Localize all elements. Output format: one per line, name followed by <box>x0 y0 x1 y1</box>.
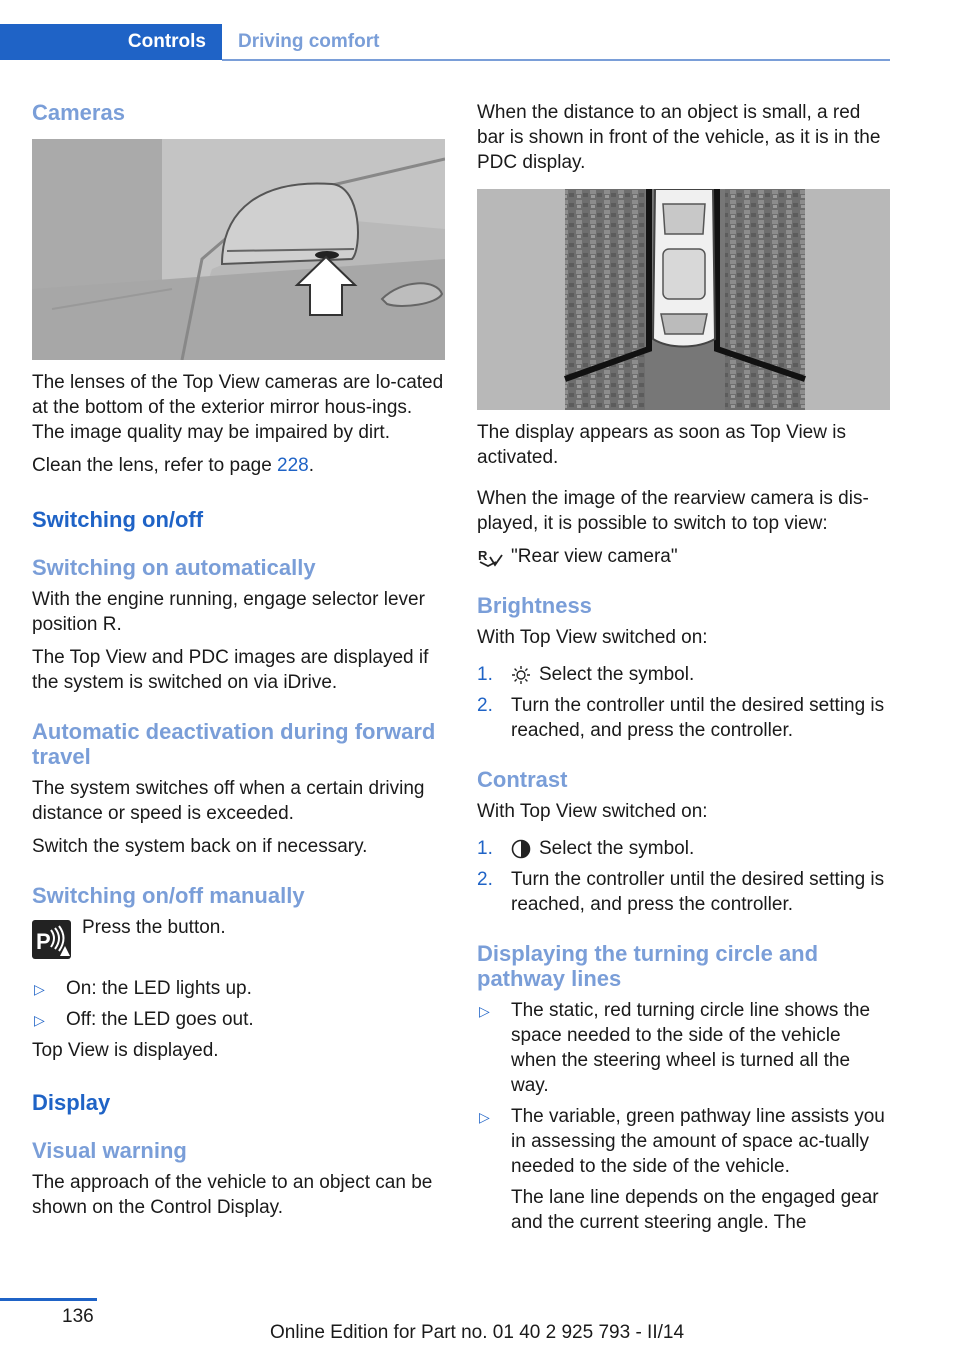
heading-visual-warning: Visual warning <box>32 1138 187 1163</box>
svg-text:R: R <box>478 547 488 563</box>
para-auto-2: The Top View and PDC images are displayed if the system is switched on via iDrive. <box>32 647 429 693</box>
pdc-button-icon <box>32 920 71 959</box>
top-view-display-illustration <box>477 189 890 410</box>
bullet-triangle-icon: ▷ <box>34 981 45 997</box>
heading-switch-auto: Switching on automatically <box>32 555 316 580</box>
heading-contrast: Contrast <box>477 767 568 792</box>
list-item-text: Select the symbol. <box>539 664 695 685</box>
right-column <box>477 100 891 1243</box>
para-deact-2: Switch the system back on if necessary. <box>32 836 368 857</box>
list-item-text: Turn the controller until the desired setting is reached, and press the controller. <box>511 695 885 741</box>
step-number: 2. <box>477 695 493 716</box>
list-item <box>32 1007 446 1032</box>
list-item <box>32 976 446 1001</box>
heading-switch-manual: Switching on/off manually <box>32 883 305 908</box>
list-item-text: Off: the LED goes out. <box>66 1009 254 1030</box>
mirror-camera-illustration <box>32 139 445 360</box>
para-deact-1: The system switches off when a certain driving distance or speed is exceeded. <box>32 778 425 824</box>
press-button-text: Press the button. <box>82 917 226 938</box>
edition-note: Online Edition for Part no. 01 40 2 925 793 - II/14 <box>269 1322 685 1343</box>
contrast-icon <box>511 839 531 859</box>
bullet-triangle-icon: ▷ <box>479 1003 490 1019</box>
para-clean <box>32 453 446 478</box>
page-number: 136 <box>62 1306 94 1327</box>
section-tab-driving-comfort: Driving comfort <box>238 31 380 52</box>
footer-rule <box>0 1298 97 1301</box>
header-rule <box>222 59 890 61</box>
contrast-steps <box>477 836 891 917</box>
bullet-triangle-icon: ▷ <box>479 1109 490 1125</box>
para-auto-1: With the engine running, engage selector lever position R. <box>32 589 425 635</box>
clean-text: Clean the lens, refer to page <box>32 455 278 476</box>
section-tab-controls: Controls <box>0 24 222 60</box>
brightness-steps <box>477 662 891 743</box>
led-list <box>32 976 446 1032</box>
list-item-text: Select the symbol. <box>539 838 695 859</box>
list-item-text: On: the LED lights up. <box>66 978 252 999</box>
press-button-row <box>32 917 446 966</box>
page-link-228[interactable]: 228 <box>277 455 309 476</box>
heading-turning-circle: Displaying the turning circle and pathway lines <box>477 941 819 991</box>
step-number: 2. <box>477 869 493 890</box>
list-item-text: The variable, green pathway line assists you in assessing the amount of space ac-tually needed to the side of the vehicle. <box>511 1106 885 1177</box>
svg-text:P: P <box>36 929 51 954</box>
para-redbar: When the distance to an object is small, a red bar is shown in front of the vehicle, as it is in the PDC display. <box>477 102 881 173</box>
page-header <box>0 24 890 62</box>
para-visual: The approach of the vehicle to an object can be shown on the Control Display. <box>32 1172 433 1218</box>
list-item <box>477 662 891 687</box>
bullet-triangle-icon: ▷ <box>34 1012 45 1028</box>
list-item-text: The static, red turning circle line shows the space needed to the side of the vehicle when the steering wheel is turned all the way. <box>511 1000 871 1096</box>
step-number: 1. <box>477 838 493 859</box>
turning-list <box>477 998 891 1179</box>
step-number: 1. <box>477 664 493 685</box>
list-item <box>477 1104 891 1179</box>
list-item <box>477 998 891 1098</box>
heading-cameras: Cameras <box>32 100 125 125</box>
para-with-topview-2: With Top View switched on: <box>477 801 708 822</box>
list-item <box>477 867 891 917</box>
heading-display: Display <box>32 1090 111 1115</box>
heading-auto-deactivation: Automatic deactivation during forward travel <box>32 719 436 769</box>
heading-brightness: Brightness <box>477 593 592 618</box>
rear-camera-label: "Rear view camera" <box>511 546 678 567</box>
heading-switching: Switching on/off <box>32 507 204 532</box>
para-rearview: When the image of the rearview camera is dis-played, it is possible to switch to top view: <box>477 488 869 534</box>
para-lane-line: The lane line depends on the engaged gear and the current steering angle. The <box>511 1187 879 1233</box>
rear-view-camera-icon <box>477 547 503 567</box>
rear-camera-row <box>477 544 891 569</box>
para-topview: Top View is displayed. <box>32 1040 219 1061</box>
para-appears: The display appears as soon as Top View is activated. <box>477 422 846 468</box>
left-column <box>32 100 446 1228</box>
list-item <box>477 693 891 743</box>
para-with-topview-1: With Top View switched on: <box>477 627 708 648</box>
clean-suffix: . <box>308 455 315 476</box>
list-item <box>477 836 891 861</box>
list-item-text: Turn the controller until the desired setting is reached, and press the controller. <box>511 869 885 915</box>
brightness-sun-icon <box>511 665 531 685</box>
para-lenses: The lenses of the Top View cameras are lo-cated at the bottom of the exterior mirror hous-ings. The image quality may be impaired by dirt. <box>32 372 444 443</box>
